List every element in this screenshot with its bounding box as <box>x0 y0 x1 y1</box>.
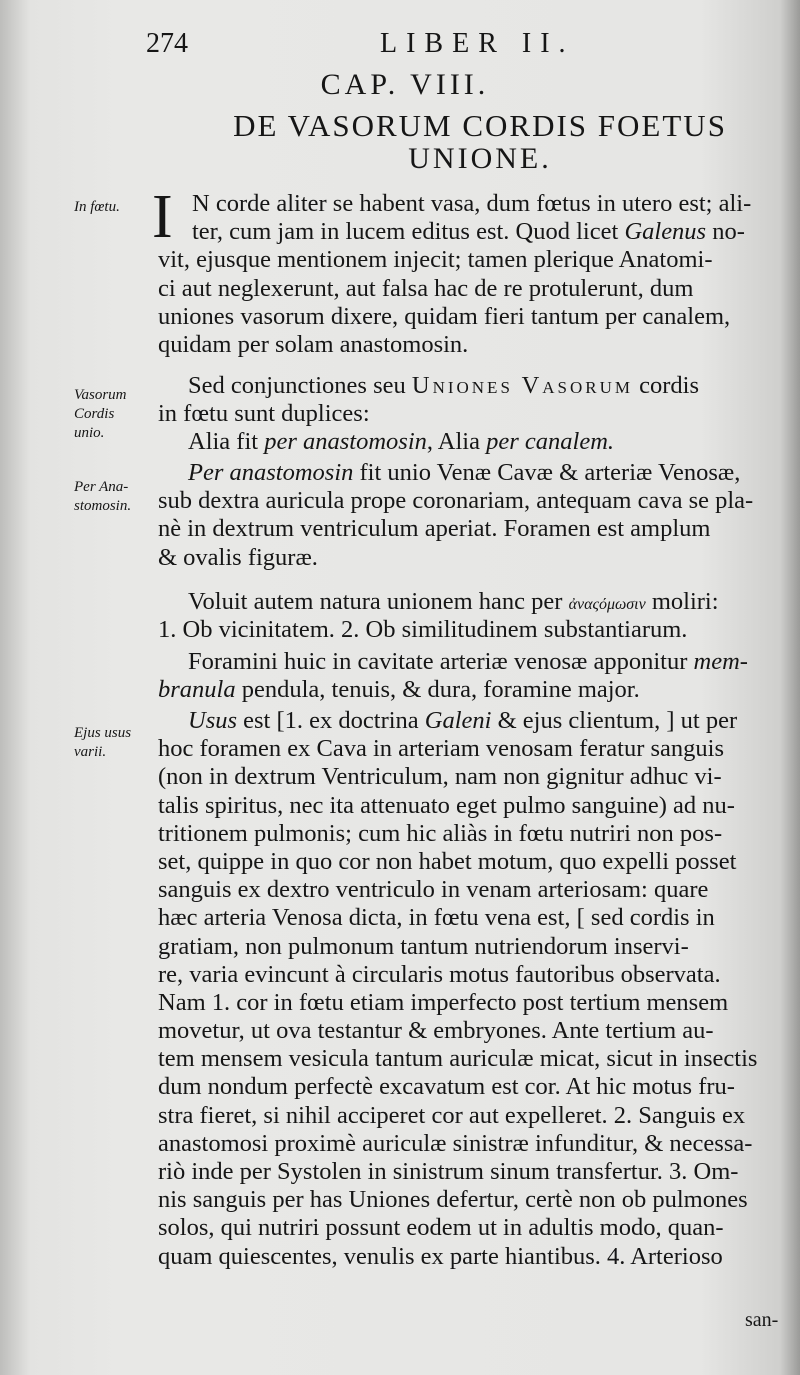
text-line: tritionem pulmonis; cum hic aliàs in fœtu nutriri non pos- <box>158 819 723 847</box>
text-line: quidam per solam anastomosin. <box>158 330 469 358</box>
text-line: Voluit autem natura unionem hanc per ἀναςόμωσιν moliri: <box>188 588 719 615</box>
text-line: solos, qui nutriri possunt eodem ut in adultis modo, quan- <box>158 1214 724 1242</box>
text-line: tem mensem vesicula tantum auriculæ micat, sicut in insectis <box>158 1045 758 1073</box>
text-line: nè in dextrum ventriculum aperiat. Foramen est amplum <box>158 515 711 543</box>
text-line: stra fieret, si nihil acciperet cor aut expelleret. 2. Sanguis ex <box>158 1101 746 1129</box>
paragraph-1 <box>152 183 790 359</box>
running-head: LIBER II. <box>380 28 575 59</box>
text-line: re, varia evincunt à circularis motus fautoribus observata. <box>158 960 721 988</box>
paragraph-6 <box>158 707 790 1271</box>
page-number: 274 <box>146 28 188 59</box>
text-line: branula pendula, tenuis, & dura, foramine major. <box>158 676 640 704</box>
text-line: & ovalis figuræ. <box>158 543 318 571</box>
text-line: ter, cum jam in lucem editus est. Quod licet Galenus no- <box>192 218 745 246</box>
text-line: Sed conjunctiones seu Uniones Vasorum cordis <box>188 372 700 399</box>
text-line: dum nondum perfectè excavatum est cor. At hic motus fru- <box>158 1073 735 1101</box>
paragraph-3 <box>158 459 790 572</box>
text-line: vit, ejusque mentionem injecit; tamen plerique Anatomi- <box>158 246 713 274</box>
text-line: ci aut neglexerunt, aut falsa hac de re protulerunt, dum <box>158 274 694 302</box>
text-line: in fœtu sunt duplices: <box>158 400 370 428</box>
text-line: anastomosi proximè auriculæ sinistræ infunditur, & necessa- <box>158 1129 753 1157</box>
text-line: nis sanguis per has Uniones defertur, certè non ob pulmones <box>158 1186 748 1214</box>
text-line: sub dextra auricula prope coronariam, antequam cava se pla- <box>158 487 754 515</box>
text-line: hæc arteria Venosa dicta, in fœtu vena est, [ sed cordis in <box>158 904 715 932</box>
margin-note-in-foetu: In fœtu. <box>74 199 120 215</box>
text-line: Usus est [1. ex doctrina Galeni & ejus clientum, ] ut per <box>188 707 738 734</box>
margin-note-ejus-usus: Ejus usus varii. <box>74 725 132 760</box>
text-line: (non in dextrum Ventriculum, nam non gignitur adhuc vi- <box>158 763 722 791</box>
drop-cap: I <box>152 183 173 251</box>
margin-note-vasorum-unio: Vasorum Cordis unio. <box>74 387 127 441</box>
text-line: gratiam, non pulmonum tantum nutriendorum inservi- <box>158 932 689 960</box>
text-line: sanguis ex dextro ventriculo in venam arteriosam: quare <box>158 876 709 904</box>
text-line: talis spiritus, nec ita attenuato eget pulmo sanguine) ad nu- <box>158 791 735 819</box>
paragraph-2 <box>158 372 790 457</box>
text-line: N corde aliter se habent vasa, dum fœtus in utero est; ali- <box>192 190 752 217</box>
text-line: quam quiescentes, venulis ex parte hiantibus. 4. Arterioso <box>158 1242 723 1270</box>
text-line: riò inde per Systolen in sinistrum sinum transfertur. 3. Om- <box>158 1158 739 1185</box>
chapter-title-line-1: DE VASORUM CORDIS FOETUS <box>233 108 727 143</box>
text-line: Per anastomosin fit unio Venæ Cavæ & arteriæ Venosæ, <box>188 459 741 486</box>
text-line: Alia fit per anastomosin, Alia per canalem. <box>188 428 615 456</box>
page-header <box>0 26 800 66</box>
paragraph-4 <box>158 588 790 644</box>
chapter-heading: CAP. VIII. <box>320 68 490 101</box>
text-line: Nam 1. cor in fœtu etiam imperfecto post tertium mensem <box>158 988 729 1016</box>
margin-note-per-anastomosin: Per Ana- stomosin. <box>74 479 132 514</box>
catchword: san- <box>745 1309 779 1331</box>
text-line: set, quippe in quo cor non habet motum, quo expelli posset <box>158 847 737 875</box>
chapter-title-line-2: UNIONE. <box>408 142 552 175</box>
paragraph-5 <box>158 648 790 704</box>
text-line: hoc foramen ex Cava in arteriam venosam feratur sanguis <box>158 735 725 763</box>
text-line: Foramini huic in cavitate arteriæ venosæ apponitur mem- <box>188 648 748 675</box>
text-line: 1. Ob vicinitatem. 2. Ob similitudinem substantiarum. <box>158 616 688 644</box>
text-line: uniones vasorum dixere, quidam fieri tantum per canalem, <box>158 302 731 330</box>
text-line: movetur, ut ova testantur & embryones. Ante tertium au- <box>158 1017 714 1045</box>
